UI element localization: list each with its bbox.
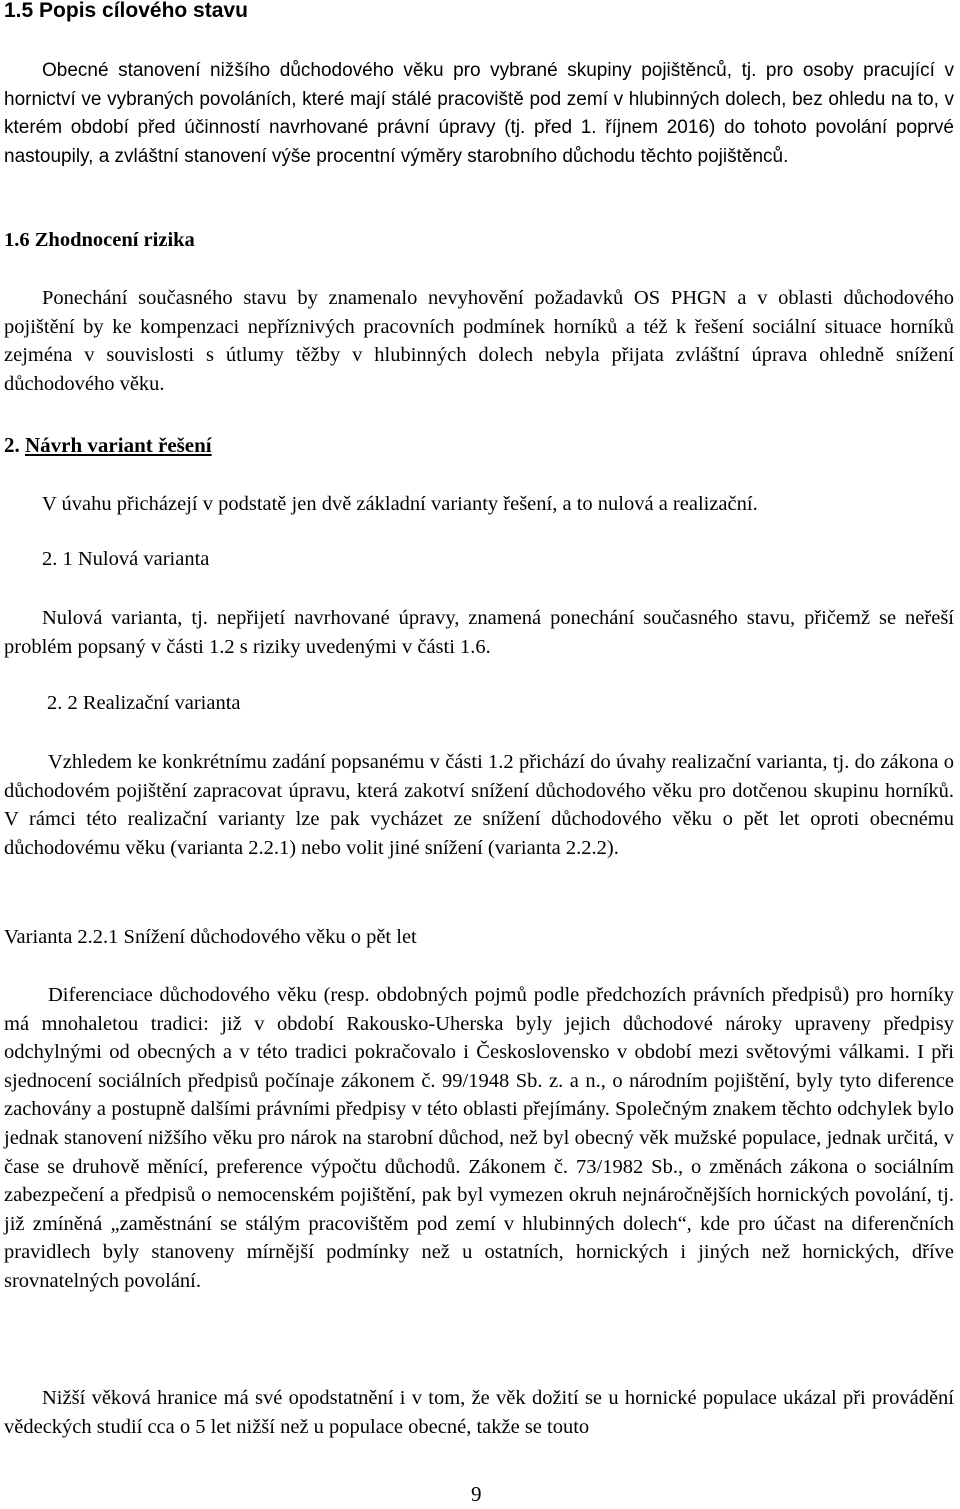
paragraph-1-5: Obecné stanovení nižšího důchodového věku pro vybrané skupiny pojištěnců, tj. pro osoby pracující v hornictví ve vybraných povoláních, které mají stálé pracoviště pod zemí v hlubinných dolech, bez ohledu na to, v kterém období před účinností navrhované právní úpravy (tj. před 1. říjnem 2016) do tohoto povolání poprvé nastoupily, a zvláštní stanovení výše procentní výměry starobního důchodu těchto pojištěnců. xyxy=(4,60,954,167)
section-heading-1-6: 1.6 Zhodnocení rizika xyxy=(4,229,195,251)
paragraph-1-6: Ponechání současného stavu by znamenalo nevyhovění požadavků OS PHGN a v oblasti důchodového pojištění by ke kompenzaci nepříznivých pracovních podmínek horníků a též k řešení sociální situace horníků zejména v souvislosti s útlumy těžby v hlubinných dolech nebyla přijata zvláštní úprava ohledně snížení důchodového věku. xyxy=(4,287,954,395)
page-number: 9 xyxy=(471,1482,482,1506)
section-heading-1-5: 1.5 Popis cílového stavu xyxy=(4,0,248,22)
section-title-2: Návrh variant řešení xyxy=(25,433,212,457)
paragraph-2-1: Nulová varianta, tj. nepřijetí navrhované úpravy, znamená ponechání současného stavu, přičemž se neřeší problém popsaný v části 1.2 s riziky uvedenými v části 1.6. xyxy=(4,607,954,658)
paragraph-2-2: Vzhledem ke konkrétnímu zadání popsanému v části 1.2 přichází do úvahy realizační varianta, tj. do zákona o důchodovém pojištění zapracovat úpravu, která zakotví snížení důchodového věku pro dotčenou skupinu horníků. V rámci této realizační varianty lze pak vycházet ze snížení důchodového věku o pět let oproti obecnému důchodovému věku (varianta 2.2.1) nebo volit jiné snížení (varianta 2.2.2). xyxy=(4,751,954,859)
paragraph-2-2-1-a: Diferenciace důchodového věku (resp. obdobných pojmů podle předchozích právních předpisů) pro horníky má mnohaletou tradici: již v období Rakousko-Uherska byly jejich důchodové nároky upraveny předpisy odchylnými od obecných a v této tradici pokračovalo i Československo v období mezi světovými válkami. I při sjednocení sociálních předpisů počínaje zákonem č. 99/1948 Sb. z. a n., o národním pojištění, byly tyto diference zachovány a postupně dalšími právními předpisy v této oblasti přejímány. Společným znakem těchto odchylek bylo jednak stanovení nižšího věku pro nárok na starobní důchod, než byl obecný věk mužské populace, jednak určitá, v čase se druhově měnící, preference výpočtu důchodů. Zákonem č. 73/1982 Sb., o změnách zákona o sociálním zabezpečení a předpisů o nemocenském pojištění, pak byl vymezen okruh nejnáročnějších hornických povolání, tj. již zmíněná „zaměstnání se stálým pracovištěm pod zemí v hlubinných dolech“, kde pro účast na diferenčních pravidlech byly stanoveny mírnější podmínky než u ostatních, hornických i jiných než hornických, dříve srovnatelných povolání. xyxy=(4,984,954,1292)
section-heading-2-2: 2. 2 Realizační varianta xyxy=(47,692,241,714)
paragraph-2-2-1-b: Nižší věková hranice má své opodstatnění i v tom, že věk dožití se u hornické populace ukázal při provádění vědeckých studií cca o 5 let nižší než u populace obecné, takže se touto xyxy=(4,1387,954,1438)
section-number-2: 2. xyxy=(4,433,20,457)
section-heading-2-1: 2. 1 Nulová varianta xyxy=(42,548,210,570)
section-heading-2 xyxy=(4,433,212,458)
section-heading-2-2-1: Varianta 2.2.1 Snížení důchodového věku o pět let xyxy=(4,926,417,948)
paragraph-2: V úvahu přicházejí v podstatě jen dvě základní varianty řešení, a to nulová a realizační. xyxy=(42,493,758,515)
